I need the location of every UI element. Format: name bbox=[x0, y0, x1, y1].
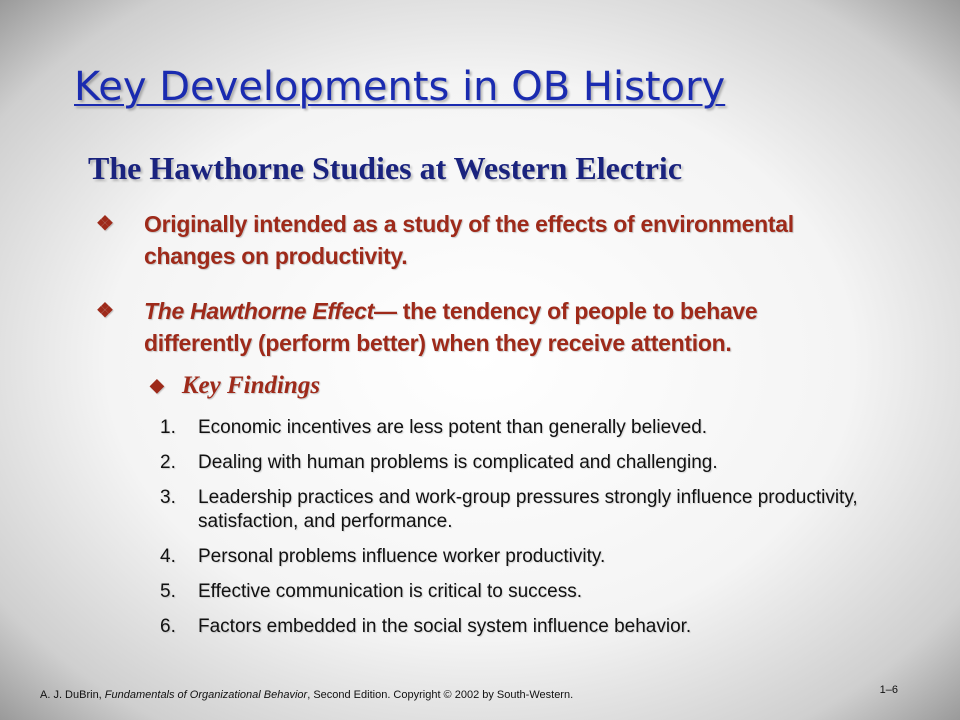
list-item bbox=[160, 580, 860, 604]
item-number: 3. bbox=[160, 487, 176, 508]
item-text: Personal problems influence worker productivity. bbox=[198, 546, 606, 567]
footer-book-title: Fundamentals of Organizational Behavior bbox=[104, 689, 308, 701]
footer-author: A. J. DuBrin, bbox=[40, 689, 105, 701]
footer-edition: , Second Edition. Copyright © 2002 by South-Western. bbox=[307, 689, 574, 701]
solid-diamond-icon: ◆ bbox=[150, 375, 164, 395]
item-number: 4. bbox=[160, 546, 176, 567]
list-item bbox=[160, 615, 860, 639]
slide-title: Key Developments in OB History bbox=[74, 64, 726, 110]
item-text: Effective communication is critical to success. bbox=[198, 581, 583, 602]
list-item bbox=[160, 416, 860, 440]
bullet-text-wrapper bbox=[144, 295, 856, 359]
bullet-original-intent bbox=[96, 208, 856, 272]
list-item bbox=[160, 451, 860, 475]
diamond-bullet-icon: ❖ bbox=[96, 300, 114, 322]
bullet-term: The Hawthorne Effect bbox=[144, 298, 374, 324]
item-text: Factors embedded in the social system influence behavior. bbox=[198, 616, 692, 637]
bullet-hawthorne-effect bbox=[96, 295, 856, 359]
key-findings-label: Key Findings bbox=[181, 372, 321, 399]
item-text: Leadership practices and work-group pressures strongly influence productivity, satisfaction, and performance. bbox=[198, 487, 858, 532]
item-number: 1. bbox=[160, 417, 176, 438]
item-text: Dealing with human problems is complicated and challenging. bbox=[198, 452, 718, 473]
item-number: 2. bbox=[160, 452, 176, 473]
page-number: 1–6 bbox=[879, 684, 898, 696]
item-number: 5. bbox=[160, 581, 176, 602]
diamond-bullet-icon: ❖ bbox=[96, 213, 114, 235]
footer-citation bbox=[40, 689, 573, 701]
list-item bbox=[160, 545, 860, 569]
slide-subtitle: The Hawthorne Studies at Western Electric bbox=[88, 150, 683, 186]
list-item bbox=[160, 486, 860, 534]
findings-list bbox=[160, 416, 860, 650]
bullet-text: Originally intended as a study of the effects of environmental changes on productivity. bbox=[144, 211, 794, 269]
item-text: Economic incentives are less potent than generally believed. bbox=[198, 417, 708, 438]
bullet-definition: — the tendency of people to behave differently (perform better) when they receive attention. bbox=[144, 298, 758, 356]
item-number: 6. bbox=[160, 616, 176, 637]
key-findings-heading bbox=[150, 372, 320, 400]
